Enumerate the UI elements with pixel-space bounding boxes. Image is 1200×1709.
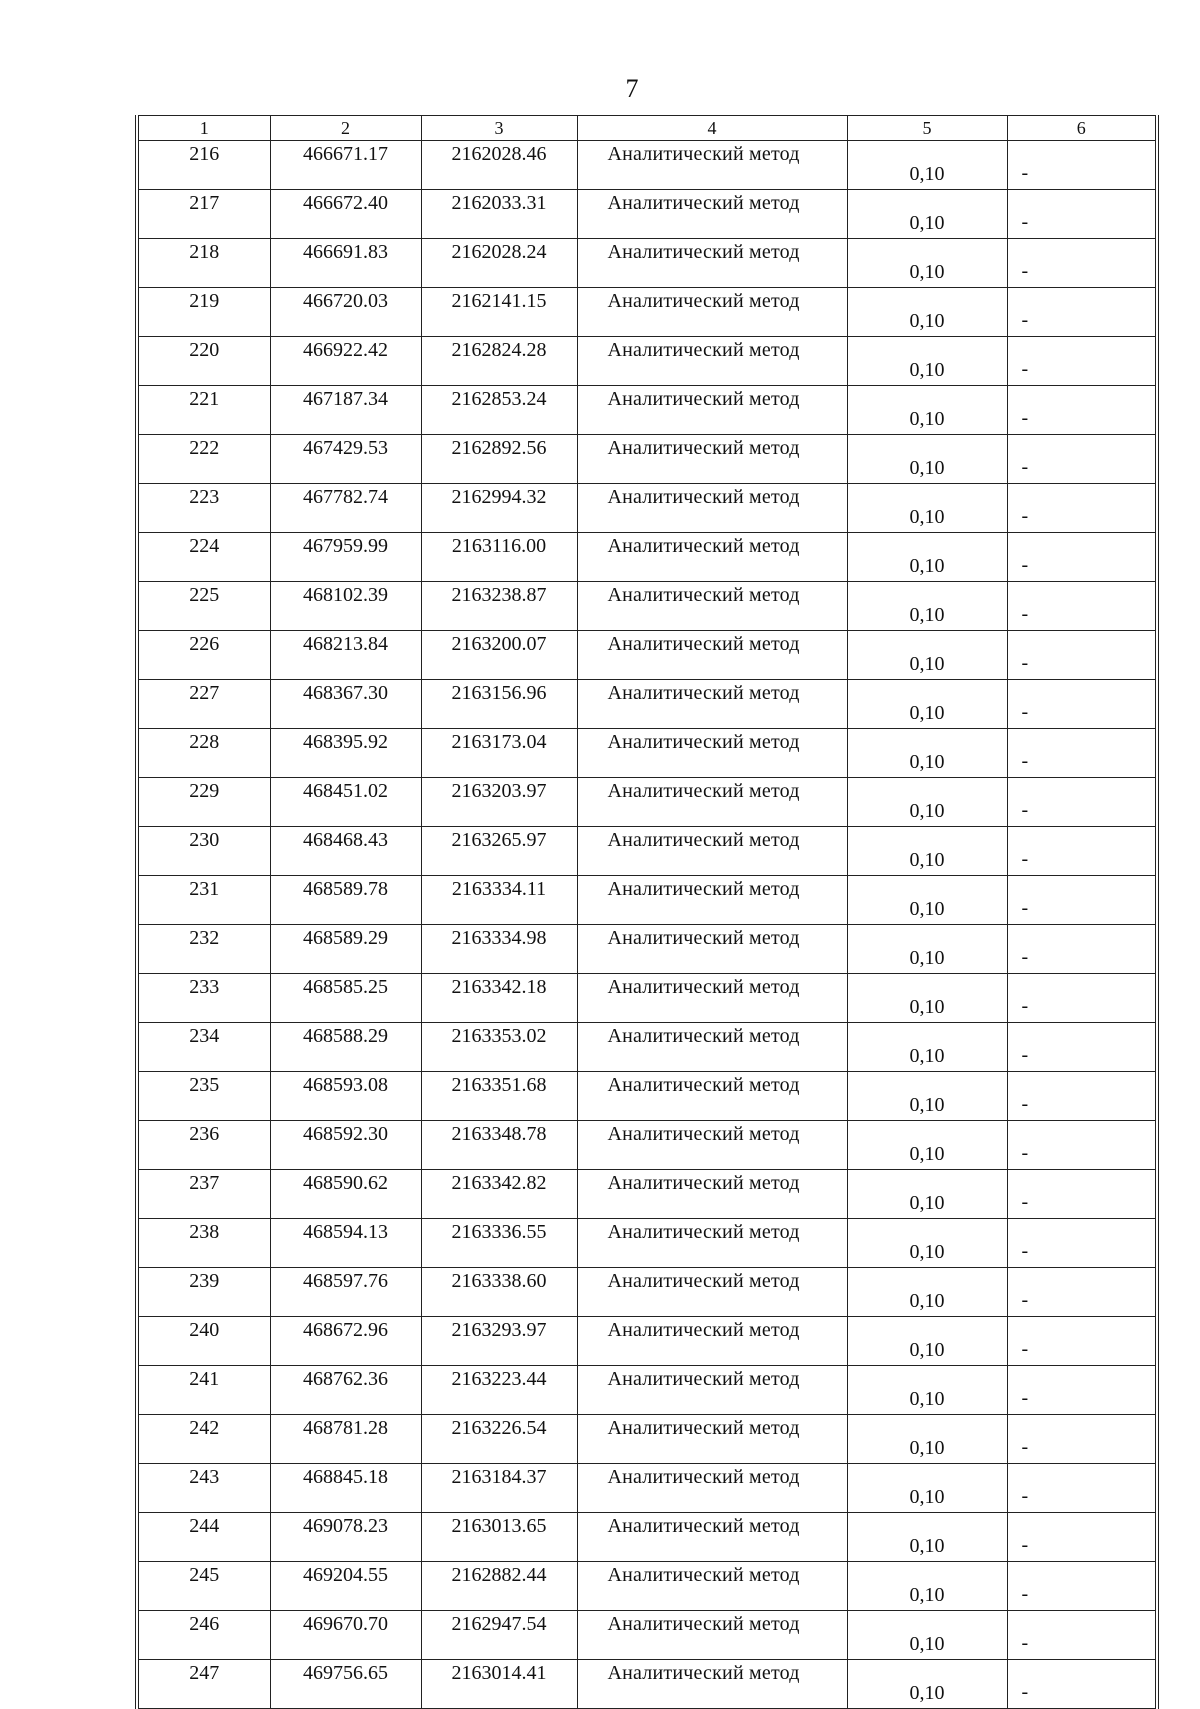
- y-coordinate-cell: 2163265.97: [421, 827, 577, 876]
- y-coordinate-cell: 2162028.46: [421, 141, 577, 190]
- description-cell: -: [1007, 1170, 1157, 1219]
- y-coordinate-cell: 2163238.87: [421, 582, 577, 631]
- method-cell: Аналитический метод: [577, 1660, 847, 1709]
- point-number-cell: 244: [137, 1513, 270, 1562]
- x-coordinate-cell: 468672.96: [270, 1317, 421, 1366]
- precision-cell: 0,10: [847, 925, 1007, 974]
- description-cell: -: [1007, 386, 1157, 435]
- x-coordinate-cell: 468781.28: [270, 1415, 421, 1464]
- precision-cell: 0,10: [847, 484, 1007, 533]
- y-coordinate-cell: 2163013.65: [421, 1513, 577, 1562]
- y-coordinate-cell: 2162994.32: [421, 484, 577, 533]
- description-cell: -: [1007, 141, 1157, 190]
- description-cell: -: [1007, 631, 1157, 680]
- description-cell: -: [1007, 876, 1157, 925]
- point-number-cell: 232: [137, 925, 270, 974]
- point-number-cell: 234: [137, 1023, 270, 1072]
- precision-cell: 0,10: [847, 1513, 1007, 1562]
- method-cell: Аналитический метод: [577, 974, 847, 1023]
- x-coordinate-cell: 467959.99: [270, 533, 421, 582]
- method-cell: Аналитический метод: [577, 1611, 847, 1660]
- description-cell: -: [1007, 1415, 1157, 1464]
- point-number-cell: 217: [137, 190, 270, 239]
- table-row: [137, 876, 1157, 925]
- method-cell: Аналитический метод: [577, 1562, 847, 1611]
- precision-cell: 0,10: [847, 582, 1007, 631]
- table-row: [137, 925, 1157, 974]
- precision-cell: 0,10: [847, 680, 1007, 729]
- table-row: [137, 631, 1157, 680]
- y-coordinate-cell: 2162033.31: [421, 190, 577, 239]
- column-header-1: 1: [137, 116, 270, 141]
- description-cell: -: [1007, 1268, 1157, 1317]
- method-cell: Аналитический метод: [577, 1513, 847, 1562]
- table-row: [137, 680, 1157, 729]
- point-number-cell: 219: [137, 288, 270, 337]
- table-header-row: [137, 116, 1157, 141]
- x-coordinate-cell: 468589.78: [270, 876, 421, 925]
- point-number-cell: 245: [137, 1562, 270, 1611]
- point-number-cell: 227: [137, 680, 270, 729]
- table-row: [137, 778, 1157, 827]
- table-row: [137, 1366, 1157, 1415]
- table-row: [137, 974, 1157, 1023]
- description-cell: -: [1007, 778, 1157, 827]
- description-cell: -: [1007, 680, 1157, 729]
- description-cell: -: [1007, 1562, 1157, 1611]
- point-number-cell: 238: [137, 1219, 270, 1268]
- y-coordinate-cell: 2163184.37: [421, 1464, 577, 1513]
- y-coordinate-cell: 2162882.44: [421, 1562, 577, 1611]
- x-coordinate-cell: 468592.30: [270, 1121, 421, 1170]
- y-coordinate-cell: 2163226.54: [421, 1415, 577, 1464]
- point-number-cell: 225: [137, 582, 270, 631]
- description-cell: -: [1007, 1317, 1157, 1366]
- y-coordinate-cell: 2163342.18: [421, 974, 577, 1023]
- precision-cell: 0,10: [847, 827, 1007, 876]
- description-cell: -: [1007, 1023, 1157, 1072]
- point-number-cell: 226: [137, 631, 270, 680]
- method-cell: Аналитический метод: [577, 386, 847, 435]
- x-coordinate-cell: 468589.29: [270, 925, 421, 974]
- column-header-5: 5: [847, 116, 1007, 141]
- y-coordinate-cell: 2163200.07: [421, 631, 577, 680]
- point-number-cell: 233: [137, 974, 270, 1023]
- description-cell: -: [1007, 1366, 1157, 1415]
- description-cell: -: [1007, 288, 1157, 337]
- column-header-4: 4: [577, 116, 847, 141]
- point-number-cell: 221: [137, 386, 270, 435]
- x-coordinate-cell: 466922.42: [270, 337, 421, 386]
- table-row: [137, 1170, 1157, 1219]
- y-coordinate-cell: 2163353.02: [421, 1023, 577, 1072]
- x-coordinate-cell: 466691.83: [270, 239, 421, 288]
- precision-cell: 0,10: [847, 1415, 1007, 1464]
- method-cell: Аналитический метод: [577, 484, 847, 533]
- column-header-3: 3: [421, 116, 577, 141]
- column-header-6: 6: [1007, 116, 1157, 141]
- y-coordinate-cell: 2163351.68: [421, 1072, 577, 1121]
- precision-cell: 0,10: [847, 1170, 1007, 1219]
- coordinates-table: [135, 115, 1159, 1709]
- x-coordinate-cell: 469078.23: [270, 1513, 421, 1562]
- precision-cell: 0,10: [847, 974, 1007, 1023]
- precision-cell: 0,10: [847, 239, 1007, 288]
- x-coordinate-cell: 468590.62: [270, 1170, 421, 1219]
- method-cell: Аналитический метод: [577, 1023, 847, 1072]
- x-coordinate-cell: 467429.53: [270, 435, 421, 484]
- method-cell: Аналитический метод: [577, 435, 847, 484]
- point-number-cell: 222: [137, 435, 270, 484]
- method-cell: Аналитический метод: [577, 1317, 847, 1366]
- table-row: [137, 729, 1157, 778]
- description-cell: -: [1007, 1072, 1157, 1121]
- table-row: [137, 1121, 1157, 1170]
- method-cell: Аналитический метод: [577, 337, 847, 386]
- precision-cell: 0,10: [847, 729, 1007, 778]
- y-coordinate-cell: 2162853.24: [421, 386, 577, 435]
- point-number-cell: 224: [137, 533, 270, 582]
- point-number-cell: 228: [137, 729, 270, 778]
- x-coordinate-cell: 468585.25: [270, 974, 421, 1023]
- table-row: [137, 337, 1157, 386]
- table-row: [137, 190, 1157, 239]
- table-row: [137, 1611, 1157, 1660]
- page-number: 7: [625, 74, 639, 103]
- description-cell: -: [1007, 190, 1157, 239]
- method-cell: Аналитический метод: [577, 1121, 847, 1170]
- y-coordinate-cell: 2163223.44: [421, 1366, 577, 1415]
- description-cell: -: [1007, 827, 1157, 876]
- x-coordinate-cell: 468594.13: [270, 1219, 421, 1268]
- y-coordinate-cell: 2163203.97: [421, 778, 577, 827]
- y-coordinate-cell: 2162141.15: [421, 288, 577, 337]
- point-number-cell: 239: [137, 1268, 270, 1317]
- y-coordinate-cell: 2163336.55: [421, 1219, 577, 1268]
- y-coordinate-cell: 2163348.78: [421, 1121, 577, 1170]
- x-coordinate-cell: 468593.08: [270, 1072, 421, 1121]
- method-cell: Аналитический метод: [577, 1170, 847, 1219]
- precision-cell: 0,10: [847, 1121, 1007, 1170]
- description-cell: -: [1007, 533, 1157, 582]
- x-coordinate-cell: 467187.34: [270, 386, 421, 435]
- precision-cell: 0,10: [847, 288, 1007, 337]
- point-number-cell: 243: [137, 1464, 270, 1513]
- x-coordinate-cell: 468367.30: [270, 680, 421, 729]
- description-cell: -: [1007, 1219, 1157, 1268]
- method-cell: Аналитический метод: [577, 582, 847, 631]
- y-coordinate-cell: 2162892.56: [421, 435, 577, 484]
- point-number-cell: 236: [137, 1121, 270, 1170]
- precision-cell: 0,10: [847, 1562, 1007, 1611]
- table-row: [137, 827, 1157, 876]
- x-coordinate-cell: 468451.02: [270, 778, 421, 827]
- x-coordinate-cell: 468588.29: [270, 1023, 421, 1072]
- precision-cell: 0,10: [847, 386, 1007, 435]
- method-cell: Аналитический метод: [577, 1366, 847, 1415]
- table-row: [137, 1317, 1157, 1366]
- table-row: [137, 533, 1157, 582]
- description-cell: -: [1007, 1611, 1157, 1660]
- table-row: [137, 1464, 1157, 1513]
- table-row: [137, 484, 1157, 533]
- description-cell: -: [1007, 1464, 1157, 1513]
- point-number-cell: 223: [137, 484, 270, 533]
- x-coordinate-cell: 469670.70: [270, 1611, 421, 1660]
- description-cell: -: [1007, 1660, 1157, 1709]
- description-cell: -: [1007, 729, 1157, 778]
- point-number-cell: 235: [137, 1072, 270, 1121]
- precision-cell: 0,10: [847, 533, 1007, 582]
- method-cell: Аналитический метод: [577, 729, 847, 778]
- x-coordinate-cell: 468395.92: [270, 729, 421, 778]
- x-coordinate-cell: 468468.43: [270, 827, 421, 876]
- description-cell: -: [1007, 337, 1157, 386]
- point-number-cell: 220: [137, 337, 270, 386]
- point-number-cell: 231: [137, 876, 270, 925]
- point-number-cell: 246: [137, 1611, 270, 1660]
- y-coordinate-cell: 2163173.04: [421, 729, 577, 778]
- table-body: [137, 141, 1157, 1709]
- method-cell: Аналитический метод: [577, 288, 847, 337]
- method-cell: Аналитический метод: [577, 1464, 847, 1513]
- table-row: [137, 1072, 1157, 1121]
- x-coordinate-cell: 469204.55: [270, 1562, 421, 1611]
- table-row: [137, 1415, 1157, 1464]
- x-coordinate-cell: 466672.40: [270, 190, 421, 239]
- point-number-cell: 237: [137, 1170, 270, 1219]
- precision-cell: 0,10: [847, 1268, 1007, 1317]
- precision-cell: 0,10: [847, 337, 1007, 386]
- precision-cell: 0,10: [847, 1219, 1007, 1268]
- point-number-cell: 229: [137, 778, 270, 827]
- precision-cell: 0,10: [847, 631, 1007, 680]
- precision-cell: 0,10: [847, 1611, 1007, 1660]
- x-coordinate-cell: 468213.84: [270, 631, 421, 680]
- description-cell: -: [1007, 1513, 1157, 1562]
- x-coordinate-cell: 469756.65: [270, 1660, 421, 1709]
- point-number-cell: 242: [137, 1415, 270, 1464]
- y-coordinate-cell: 2163293.97: [421, 1317, 577, 1366]
- y-coordinate-cell: 2162028.24: [421, 239, 577, 288]
- point-number-cell: 216: [137, 141, 270, 190]
- method-cell: Аналитический метод: [577, 876, 847, 925]
- method-cell: Аналитический метод: [577, 925, 847, 974]
- table-row: [137, 288, 1157, 337]
- table-row: [137, 239, 1157, 288]
- description-cell: -: [1007, 582, 1157, 631]
- point-number-cell: 230: [137, 827, 270, 876]
- table-row: [137, 1660, 1157, 1709]
- method-cell: Аналитический метод: [577, 533, 847, 582]
- table-row: [137, 1513, 1157, 1562]
- precision-cell: 0,10: [847, 435, 1007, 484]
- method-cell: Аналитический метод: [577, 680, 847, 729]
- precision-cell: 0,10: [847, 1317, 1007, 1366]
- precision-cell: 0,10: [847, 1023, 1007, 1072]
- precision-cell: 0,10: [847, 876, 1007, 925]
- precision-cell: 0,10: [847, 778, 1007, 827]
- method-cell: Аналитический метод: [577, 1268, 847, 1317]
- method-cell: Аналитический метод: [577, 1415, 847, 1464]
- y-coordinate-cell: 2163156.96: [421, 680, 577, 729]
- x-coordinate-cell: 466720.03: [270, 288, 421, 337]
- description-cell: -: [1007, 239, 1157, 288]
- table-row: [137, 386, 1157, 435]
- description-cell: -: [1007, 484, 1157, 533]
- method-cell: Аналитический метод: [577, 778, 847, 827]
- table-row: [137, 1023, 1157, 1072]
- y-coordinate-cell: 2163014.41: [421, 1660, 577, 1709]
- x-coordinate-cell: 468845.18: [270, 1464, 421, 1513]
- table-row: [137, 582, 1157, 631]
- precision-cell: 0,10: [847, 1072, 1007, 1121]
- x-coordinate-cell: 468762.36: [270, 1366, 421, 1415]
- method-cell: Аналитический метод: [577, 1219, 847, 1268]
- y-coordinate-cell: 2163342.82: [421, 1170, 577, 1219]
- table-row: [137, 1219, 1157, 1268]
- description-cell: -: [1007, 435, 1157, 484]
- table-row: [137, 1562, 1157, 1611]
- method-cell: Аналитический метод: [577, 1072, 847, 1121]
- y-coordinate-cell: 2163334.98: [421, 925, 577, 974]
- table-row: [137, 435, 1157, 484]
- precision-cell: 0,10: [847, 190, 1007, 239]
- method-cell: Аналитический метод: [577, 239, 847, 288]
- point-number-cell: 247: [137, 1660, 270, 1709]
- table-row: [137, 1268, 1157, 1317]
- x-coordinate-cell: 467782.74: [270, 484, 421, 533]
- method-cell: Аналитический метод: [577, 141, 847, 190]
- precision-cell: 0,10: [847, 1464, 1007, 1513]
- description-cell: -: [1007, 974, 1157, 1023]
- method-cell: Аналитический метод: [577, 631, 847, 680]
- column-header-2: 2: [270, 116, 421, 141]
- method-cell: Аналитический метод: [577, 827, 847, 876]
- method-cell: Аналитический метод: [577, 190, 847, 239]
- point-number-cell: 240: [137, 1317, 270, 1366]
- point-number-cell: 218: [137, 239, 270, 288]
- y-coordinate-cell: 2163334.11: [421, 876, 577, 925]
- x-coordinate-cell: 468597.76: [270, 1268, 421, 1317]
- y-coordinate-cell: 2162947.54: [421, 1611, 577, 1660]
- x-coordinate-cell: 466671.17: [270, 141, 421, 190]
- y-coordinate-cell: 2163116.00: [421, 533, 577, 582]
- precision-cell: 0,10: [847, 1366, 1007, 1415]
- description-cell: -: [1007, 925, 1157, 974]
- y-coordinate-cell: 2162824.28: [421, 337, 577, 386]
- y-coordinate-cell: 2163338.60: [421, 1268, 577, 1317]
- point-number-cell: 241: [137, 1366, 270, 1415]
- description-cell: -: [1007, 1121, 1157, 1170]
- precision-cell: 0,10: [847, 141, 1007, 190]
- table-row: [137, 141, 1157, 190]
- x-coordinate-cell: 468102.39: [270, 582, 421, 631]
- precision-cell: 0,10: [847, 1660, 1007, 1709]
